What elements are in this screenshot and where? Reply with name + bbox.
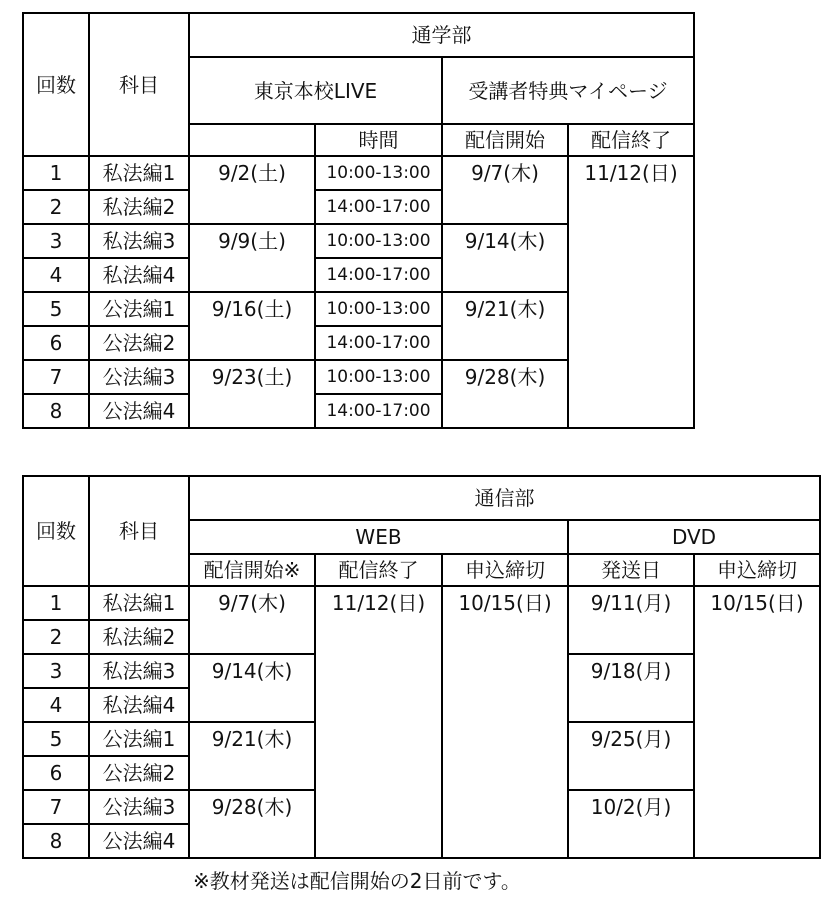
header-dvd-ship: 発送日 bbox=[568, 554, 694, 586]
row-no: 5 bbox=[23, 722, 89, 756]
table-row bbox=[23, 586, 820, 620]
row-web-start: 9/21(木) bbox=[189, 722, 315, 790]
header-web-start: 配信開始※ bbox=[189, 554, 315, 586]
row-no: 1 bbox=[23, 156, 89, 190]
row-time: 10:00-13:00 bbox=[315, 156, 442, 190]
row-web-start: 9/14(木) bbox=[189, 654, 315, 722]
row-no: 8 bbox=[23, 824, 89, 858]
header-start: 配信開始 bbox=[442, 124, 568, 156]
row-no: 7 bbox=[23, 360, 89, 394]
header-web: WEB bbox=[189, 520, 568, 554]
row-subject: 公法編1 bbox=[89, 722, 189, 756]
row-no: 4 bbox=[23, 688, 89, 722]
header-mypage: 受講者特典マイページ bbox=[442, 57, 694, 124]
row-subject: 私法編2 bbox=[89, 620, 189, 654]
header-time: 時間 bbox=[315, 124, 442, 156]
row-no: 3 bbox=[23, 224, 89, 258]
row-start: 9/21(木) bbox=[442, 292, 568, 360]
row-subject: 私法編3 bbox=[89, 654, 189, 688]
row-no: 3 bbox=[23, 654, 89, 688]
header-web-end: 配信終了 bbox=[315, 554, 442, 586]
header-dvd: DVD bbox=[568, 520, 820, 554]
row-subject: 私法編3 bbox=[89, 224, 189, 258]
header-count: 回数 bbox=[23, 476, 89, 586]
footnote: ※教材発送は配信開始の2日前です。 bbox=[193, 869, 521, 893]
row-ship: 9/25(月) bbox=[568, 722, 694, 790]
row-no: 2 bbox=[23, 620, 89, 654]
table-row bbox=[23, 156, 694, 190]
dvd-deadline-date: 10/15(日) bbox=[694, 586, 820, 858]
header-correspondence: 通信部 bbox=[189, 476, 820, 520]
header-web-deadline: 申込締切 bbox=[442, 554, 568, 586]
web-end-date: 11/12(日) bbox=[315, 586, 442, 858]
row-subject: 私法編4 bbox=[89, 688, 189, 722]
row-subject: 公法編4 bbox=[89, 394, 189, 428]
row-subject: 私法編2 bbox=[89, 190, 189, 224]
header-dvd-deadline: 申込締切 bbox=[694, 554, 820, 586]
row-subject: 公法編1 bbox=[89, 292, 189, 326]
row-no: 5 bbox=[23, 292, 89, 326]
row-web-start: 9/28(木) bbox=[189, 790, 315, 858]
row-ship: 9/11(月) bbox=[568, 586, 694, 654]
row-date: 9/9(土) bbox=[189, 224, 315, 292]
row-no: 8 bbox=[23, 394, 89, 428]
row-time: 14:00-17:00 bbox=[315, 258, 442, 292]
row-subject: 公法編2 bbox=[89, 756, 189, 790]
web-deadline-date: 10/15(日) bbox=[442, 586, 568, 858]
header-live: 東京本校LIVE bbox=[189, 57, 442, 124]
row-start: 9/14(木) bbox=[442, 224, 568, 292]
row-no: 6 bbox=[23, 326, 89, 360]
correspondence-schedule-table bbox=[22, 475, 821, 859]
row-time: 14:00-17:00 bbox=[315, 190, 442, 224]
row-start: 9/28(木) bbox=[442, 360, 568, 428]
row-subject: 私法編1 bbox=[89, 586, 189, 620]
header-end: 配信終了 bbox=[568, 124, 694, 156]
header-subject: 科目 bbox=[89, 13, 189, 156]
row-subject: 私法編4 bbox=[89, 258, 189, 292]
header-count: 回数 bbox=[23, 13, 89, 156]
row-subject: 公法編3 bbox=[89, 790, 189, 824]
row-no: 1 bbox=[23, 586, 89, 620]
row-time: 14:00-17:00 bbox=[315, 394, 442, 428]
row-subject: 私法編1 bbox=[89, 156, 189, 190]
header-subject: 科目 bbox=[89, 476, 189, 586]
header-school: 通学部 bbox=[189, 13, 694, 57]
row-start: 9/7(木) bbox=[442, 156, 568, 224]
row-ship: 10/2(月) bbox=[568, 790, 694, 858]
row-date: 9/16(土) bbox=[189, 292, 315, 360]
row-time: 10:00-13:00 bbox=[315, 292, 442, 326]
row-web-start: 9/7(木) bbox=[189, 586, 315, 654]
row-date: 9/23(土) bbox=[189, 360, 315, 428]
row-time: 10:00-13:00 bbox=[315, 360, 442, 394]
row-subject: 公法編3 bbox=[89, 360, 189, 394]
row-ship: 9/18(月) bbox=[568, 654, 694, 722]
row-subject: 公法編4 bbox=[89, 824, 189, 858]
row-subject: 公法編2 bbox=[89, 326, 189, 360]
end-date: 11/12(日) bbox=[568, 156, 694, 428]
school-schedule-table bbox=[22, 12, 695, 429]
row-no: 6 bbox=[23, 756, 89, 790]
row-no: 2 bbox=[23, 190, 89, 224]
header-blank bbox=[189, 124, 315, 156]
row-no: 4 bbox=[23, 258, 89, 292]
row-date: 9/2(土) bbox=[189, 156, 315, 224]
row-time: 10:00-13:00 bbox=[315, 224, 442, 258]
row-time: 14:00-17:00 bbox=[315, 326, 442, 360]
row-no: 7 bbox=[23, 790, 89, 824]
